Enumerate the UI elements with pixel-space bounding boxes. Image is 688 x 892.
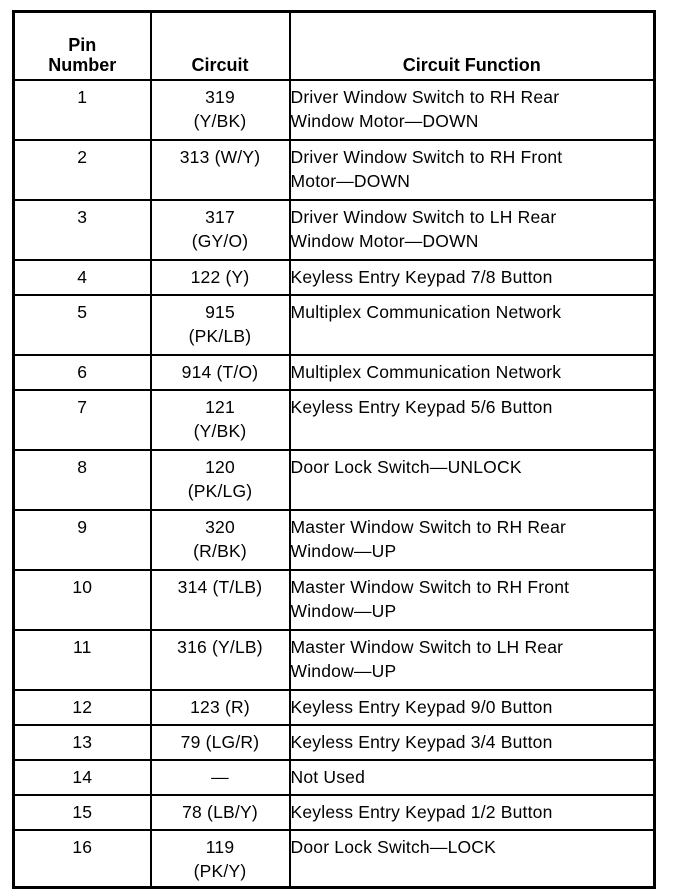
- circuit-line2: (PK/LG): [187, 480, 253, 501]
- pin-number-cell: 4: [14, 260, 151, 295]
- pin-number-cell: 14: [14, 760, 151, 795]
- function-cell: [290, 510, 655, 570]
- header-circuit-function: Circuit Function: [290, 12, 655, 80]
- circuit-cell: [151, 690, 290, 725]
- table-row: [14, 355, 655, 390]
- circuit-line2: (PK/LB): [188, 325, 252, 346]
- header-row: [14, 12, 655, 80]
- circuit-cell: [151, 295, 290, 355]
- function-line1: Multiplex Communication Network: [290, 361, 562, 382]
- pin-number-cell: 16: [14, 830, 151, 888]
- circuit-cell: [151, 355, 290, 390]
- pin-number-cell: 5: [14, 295, 151, 355]
- function-cell: [290, 760, 655, 795]
- header-pin-number: [14, 12, 151, 80]
- pin-number-cell: 15: [14, 795, 151, 830]
- table-row: [14, 200, 655, 260]
- circuit-line1: 122 (Y): [190, 266, 250, 287]
- circuit-cell: [151, 760, 290, 795]
- circuit-line1: 313 (W/Y): [179, 146, 261, 167]
- circuit-cell: [151, 830, 290, 888]
- function-line2: Window Motor—DOWN: [290, 230, 479, 251]
- function-line1: Multiplex Communication Network: [290, 301, 562, 322]
- table-row: [14, 830, 655, 888]
- function-line1: Driver Window Switch to RH Front: [290, 146, 563, 167]
- table-row: [14, 390, 655, 450]
- pin-number-cell: 11: [14, 630, 151, 690]
- circuit-line1: 314 (T/LB): [177, 576, 263, 597]
- circuit-line1: 316 (Y/LB): [177, 636, 263, 657]
- function-line1: Driver Window Switch to RH Rear: [290, 86, 560, 107]
- function-line1: Keyless Entry Keypad 3/4 Button: [290, 731, 553, 752]
- function-cell: [290, 725, 655, 760]
- circuit-line1: 317: [205, 206, 235, 227]
- table-row: [14, 260, 655, 295]
- circuit-line1: 320: [205, 516, 235, 537]
- table-row: [14, 80, 655, 140]
- circuit-line1: 79 (LG/R): [180, 731, 260, 752]
- table-row: [14, 510, 655, 570]
- function-line1: Master Window Switch to RH Rear: [290, 516, 567, 537]
- pin-number-cell: 13: [14, 725, 151, 760]
- function-line1: Keyless Entry Keypad 9/0 Button: [290, 696, 553, 717]
- circuit-line1: 123 (R): [190, 696, 250, 717]
- function-line1: Door Lock Switch—UNLOCK: [290, 456, 522, 477]
- function-line2: Window—UP: [290, 540, 397, 561]
- circuit-cell: [151, 80, 290, 140]
- pin-number-cell: 12: [14, 690, 151, 725]
- table-row: [14, 760, 655, 795]
- circuit-cell: [151, 390, 290, 450]
- circuit-cell: [151, 570, 290, 630]
- table-row: [14, 450, 655, 510]
- circuit-cell: [151, 450, 290, 510]
- table-row: [14, 725, 655, 760]
- function-line1: Master Window Switch to RH Front: [290, 576, 570, 597]
- function-cell: [290, 140, 655, 200]
- header-pin-line2: Number: [48, 54, 117, 75]
- circuit-cell: [151, 140, 290, 200]
- function-cell: [290, 355, 655, 390]
- function-cell: [290, 830, 655, 888]
- table-row: [14, 570, 655, 630]
- pin-number-cell: 8: [14, 450, 151, 510]
- function-cell: [290, 795, 655, 830]
- function-line2: Motor—DOWN: [290, 170, 411, 191]
- pin-number-cell: 3: [14, 200, 151, 260]
- pin-number-cell: 10: [14, 570, 151, 630]
- function-cell: [290, 200, 655, 260]
- circuit-line1: 119: [205, 836, 235, 857]
- circuit-line1: 914 (T/O): [181, 361, 259, 382]
- function-line1: Master Window Switch to LH Rear: [290, 636, 564, 657]
- table-row: [14, 295, 655, 355]
- circuit-cell: [151, 510, 290, 570]
- table-row: [14, 690, 655, 725]
- circuit-line1: —: [211, 766, 229, 787]
- header-pin-line1: Pin: [68, 34, 97, 55]
- circuit-line2: (R/BK): [193, 540, 247, 561]
- circuit-cell: [151, 630, 290, 690]
- function-cell: [290, 260, 655, 295]
- circuit-line2: (GY/O): [191, 230, 249, 251]
- header-circuit: Circuit: [151, 12, 290, 80]
- function-cell: [290, 295, 655, 355]
- circuit-line1: 120: [205, 456, 235, 477]
- function-line1: Driver Window Switch to LH Rear: [290, 206, 557, 227]
- function-line2: Window Motor—DOWN: [290, 110, 479, 131]
- function-cell: [290, 570, 655, 630]
- function-line1: Not Used: [290, 766, 366, 787]
- circuit-cell: [151, 200, 290, 260]
- pin-number-cell: 2: [14, 140, 151, 200]
- function-line1: Keyless Entry Keypad 1/2 Button: [290, 801, 553, 822]
- circuit-line2: (PK/Y): [193, 860, 247, 881]
- circuit-cell: [151, 795, 290, 830]
- pin-number-cell: 9: [14, 510, 151, 570]
- function-cell: [290, 390, 655, 450]
- circuit-line1: 78 (LB/Y): [182, 801, 258, 822]
- pin-number-cell: 1: [14, 80, 151, 140]
- circuit-line2: (Y/BK): [193, 110, 247, 131]
- circuit-cell: [151, 260, 290, 295]
- function-line2: Window—UP: [290, 660, 397, 681]
- function-cell: [290, 690, 655, 725]
- table-row: [14, 630, 655, 690]
- function-line1: Keyless Entry Keypad 7/8 Button: [290, 266, 553, 287]
- function-line1: Door Lock Switch—LOCK: [290, 836, 497, 857]
- function-cell: [290, 450, 655, 510]
- function-line2: Window—UP: [290, 600, 397, 621]
- table-row: [14, 795, 655, 830]
- pin-number-cell: 6: [14, 355, 151, 390]
- function-cell: [290, 80, 655, 140]
- circuit-line1: 915: [205, 301, 235, 322]
- circuit-line1: 121: [205, 396, 235, 417]
- pin-number-cell: 7: [14, 390, 151, 450]
- table-row: [14, 140, 655, 200]
- circuit-cell: [151, 725, 290, 760]
- function-cell: [290, 630, 655, 690]
- circuit-line1: 319: [205, 86, 235, 107]
- pin-function-table: [12, 10, 656, 889]
- circuit-line2: (Y/BK): [193, 420, 247, 441]
- function-line1: Keyless Entry Keypad 5/6 Button: [290, 396, 553, 417]
